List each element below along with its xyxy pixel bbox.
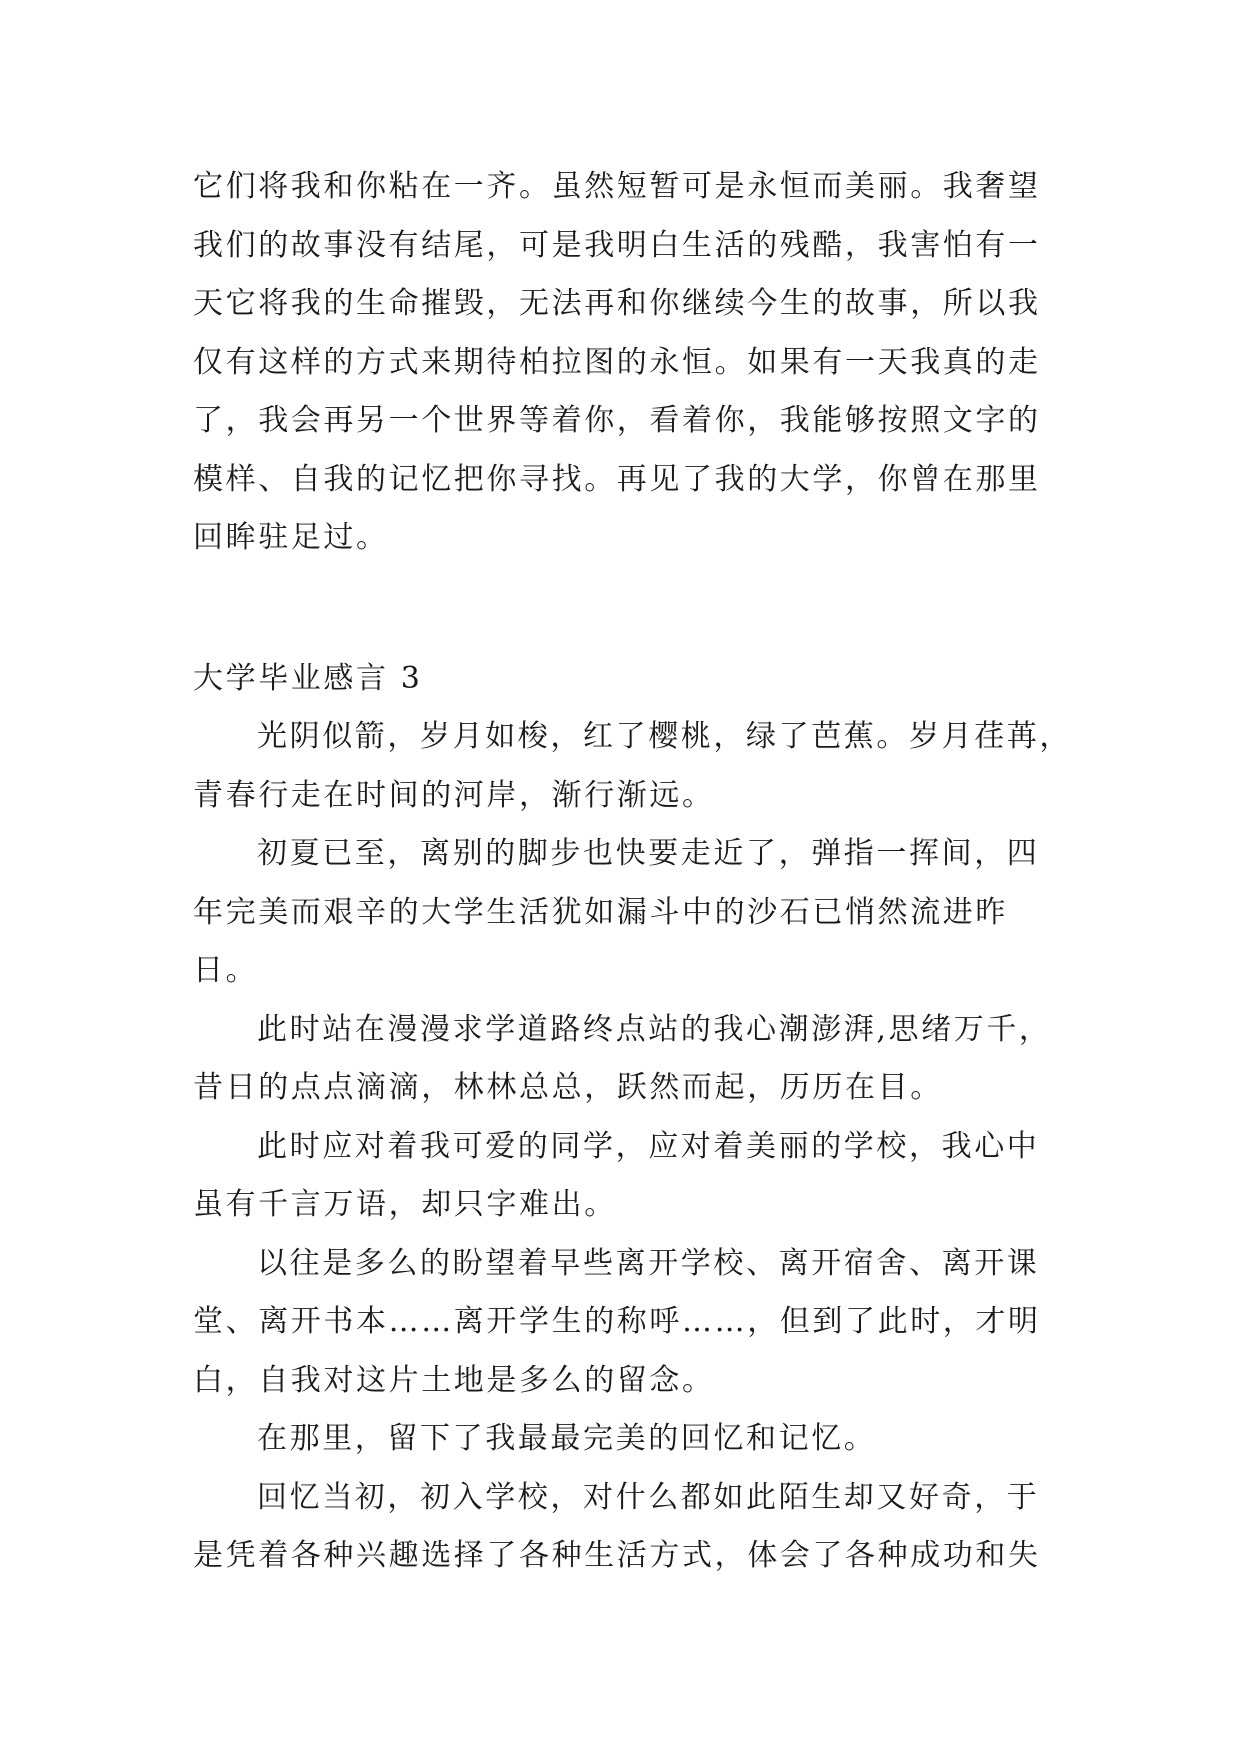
paragraph	[193, 825, 1063, 1001]
section-heading: 大学毕业感言 3	[193, 660, 423, 696]
paragraph	[193, 1001, 1063, 1118]
text-line: 初夏已至，离别的脚步也快要走近了，弹指一挥间，四	[257, 836, 1040, 871]
paragraph-continuation	[193, 158, 1063, 568]
text-line: 此时站在漫漫求学道路终点站的我心潮澎湃,思绪万千，	[257, 1011, 1052, 1047]
paragraph	[193, 1469, 1063, 1586]
text-line: 天它将我的生命摧毁，无法再和你继续今生的故事，所以我	[193, 286, 1041, 321]
text-line: 回眸驻足过。	[193, 520, 389, 555]
text-line: 是凭着各种兴趣选择了各种生活方式，体会了各种成功和失	[193, 1538, 1041, 1573]
text-line: 此时应对着我可爱的同学，应对着美丽的学校，我心中	[257, 1128, 1040, 1164]
text-line: 日。	[193, 953, 259, 988]
text-line: 年完美而艰辛的大学生活犹如漏斗中的沙石已悄然流进昨	[193, 894, 1008, 930]
text-line: 虽有千言万语，却只字难出。	[193, 1187, 617, 1222]
text-line: 它们将我和你粘在一齐。虽然短暂可是永恒而美丽。我奢望	[193, 169, 1041, 204]
text-line: 在那里，留下了我最最完美的回忆和记忆。	[257, 1421, 877, 1456]
text-line: 昔日的点点滴滴，林林总总，跃然而起，历历在目。	[193, 1070, 943, 1105]
text-line: 回忆当初，初入学校，对什么都如此陌生却又好奇，于	[257, 1479, 1040, 1515]
paragraph	[193, 1235, 1063, 1411]
text-line: 堂、离开书本……离开学生的称呼……，但到了此时，才明	[193, 1304, 1041, 1339]
text-line: 以往是多么的盼望着早些离开学校、离开宿舍、离开课	[257, 1245, 1040, 1281]
text-line: 我们的故事没有结尾，可是我明白生活的残酷，我害怕有一	[193, 227, 1041, 263]
paragraph	[193, 1410, 1063, 1469]
text-line: 模样、自我的记忆把你寻找。再见了我的大学，你曾在那里	[193, 461, 1041, 497]
text-line: 了，我会再另一个世界等着你，看着你，我能够按照文字的	[193, 403, 1041, 438]
text-line: 光阴似箭，岁月如梭，红了樱桃，绿了芭蕉。岁月荏苒，	[257, 719, 1072, 754]
text-line: 白，自我对这片土地是多么的留念。	[193, 1362, 715, 1398]
document-body	[193, 158, 1072, 1586]
paragraph	[193, 1118, 1063, 1235]
paragraph	[193, 708, 1072, 825]
text-line: 青春行走在时间的河岸，渐行渐远。	[193, 777, 715, 813]
section-spacer	[193, 568, 1063, 650]
text-line: 仅有这样的方式来期待柏拉图的永恒。如果有一天我真的走	[193, 344, 1041, 380]
